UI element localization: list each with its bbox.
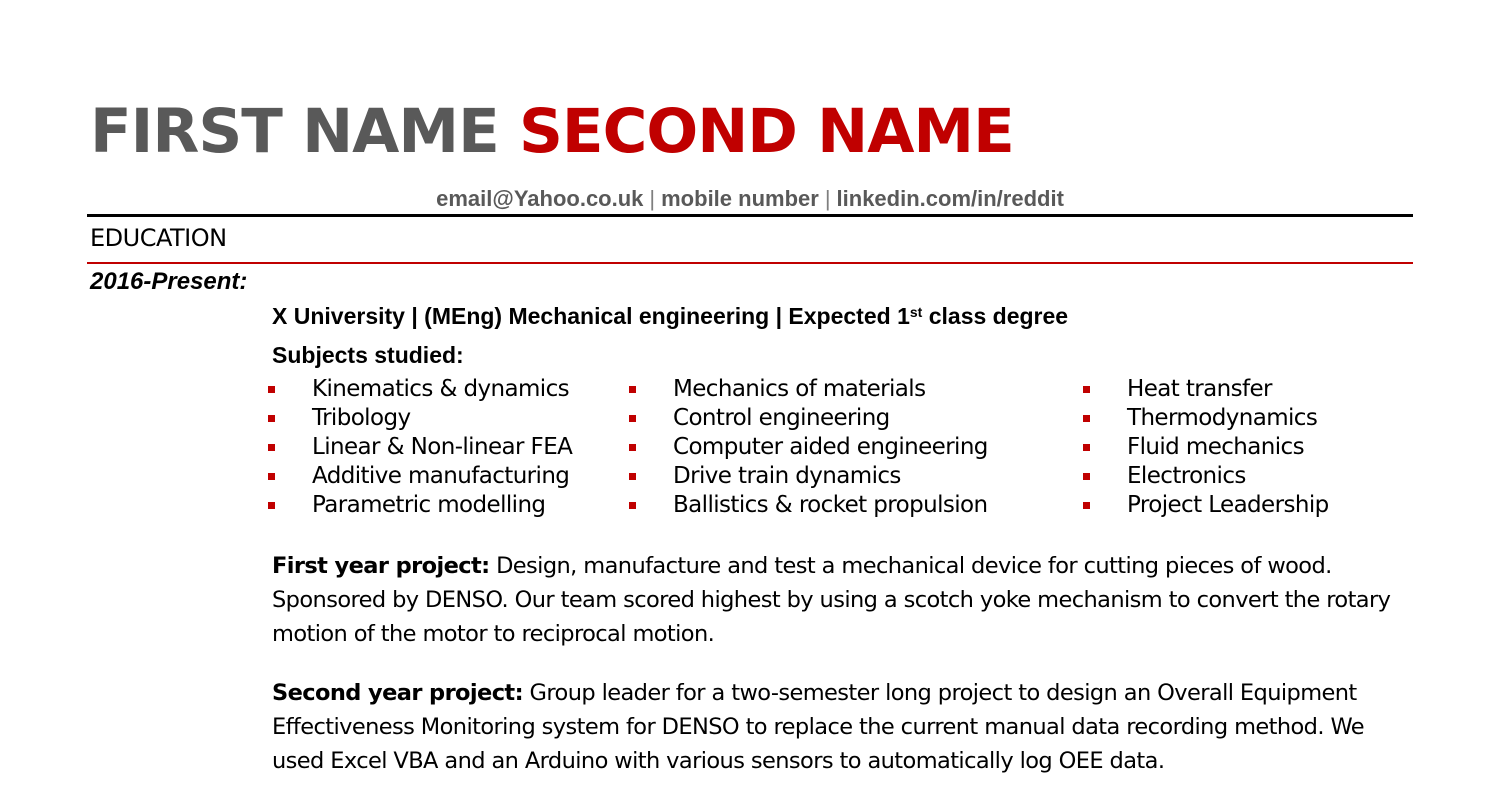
mobile-number: mobile number (661, 186, 819, 211)
section-divider (87, 262, 1413, 264)
education-dates: 2016-Present: (90, 268, 248, 295)
second-year-project (272, 676, 1402, 778)
contact-line (0, 184, 1500, 214)
subjects-label: Subjects studied: (272, 342, 464, 368)
bullet-square-icon (629, 415, 636, 422)
subject-label: Fluid mechanics (1127, 434, 1304, 460)
email-link[interactable]: email@Yahoo.co.uk (436, 186, 644, 211)
first-year-project (272, 549, 1402, 651)
subject-label: Thermodynamics (1127, 405, 1318, 431)
project-description: Group leader for a two-semester long project to design an Overall Equipment Effectiveness Monitoring system for DENSO to replace the current manual data recording method. We used Excel VBA and an Arduino with various sensors to automatically log OEE data. (272, 680, 1365, 774)
subject-label: Linear & Non-linear FEA (312, 434, 573, 460)
first-name: FIRST NAME (90, 96, 499, 167)
bullet-square-icon (1083, 473, 1090, 480)
full-name (90, 92, 1014, 172)
bullet-square-icon (268, 386, 275, 393)
bullet-square-icon (1083, 386, 1090, 393)
degree-text: X University | (MEng) Mechanical engineering | Expected 1 (272, 303, 910, 329)
bullet-square-icon (1083, 502, 1090, 509)
subject-label: Heat transfer (1127, 376, 1272, 402)
subject-label: Mechanics of materials (673, 376, 926, 402)
degree-line (272, 300, 1068, 332)
project-label: Second year project: (272, 680, 523, 706)
subject-label: Additive manufacturing (312, 463, 570, 489)
subject-label: Kinematics & dynamics (312, 376, 569, 402)
degree-class: class degree (922, 303, 1069, 329)
linkedin-link[interactable]: linkedin.com/in/reddit (836, 186, 1064, 211)
bullet-square-icon (268, 502, 275, 509)
subject-label: Project Leadership (1127, 492, 1329, 518)
subject-label: Control engineering (673, 405, 890, 431)
bullet-square-icon (629, 502, 636, 509)
subject-label: Electronics (1127, 463, 1246, 489)
second-name: SECOND NAME (519, 96, 1014, 167)
bullet-square-icon (1083, 444, 1090, 451)
degree-ordinal: st (909, 304, 923, 320)
contact-separator: | (649, 186, 656, 211)
bullet-square-icon (268, 444, 275, 451)
bullet-square-icon (629, 473, 636, 480)
bullet-square-icon (629, 444, 636, 451)
section-heading-education: EDUCATION (90, 224, 227, 252)
subject-label: Ballistics & rocket propulsion (673, 492, 988, 518)
subject-label: Drive train dynamics (673, 463, 901, 489)
subject-label: Parametric modelling (312, 492, 546, 518)
header-divider (87, 214, 1413, 217)
bullet-square-icon (629, 386, 636, 393)
contact-separator: | (824, 186, 831, 211)
bullet-square-icon (1083, 415, 1090, 422)
bullet-square-icon (268, 473, 275, 480)
project-label: First year project: (272, 553, 490, 579)
subject-label: Computer aided engineering (673, 434, 988, 460)
bullet-square-icon (268, 415, 275, 422)
subject-label: Tribology (312, 405, 411, 431)
project-description: Design, manufacture and test a mechanical device for cutting pieces of wood. Sponsored by DENSO. Our team scored highest by using a scotch yoke mechanism to convert the rotary motion of the motor to reciprocal motion. (272, 553, 1391, 647)
